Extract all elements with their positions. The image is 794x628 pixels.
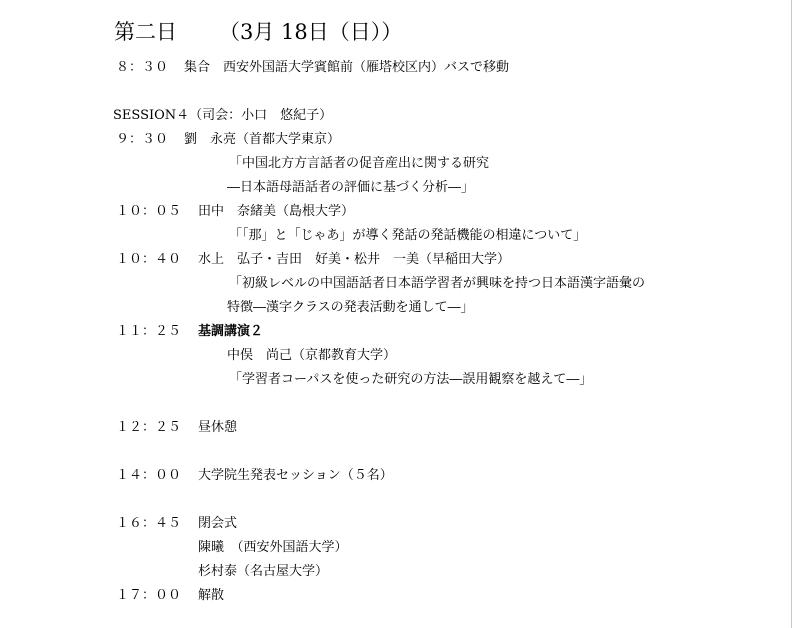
schedule-time: １６：４５ <box>116 516 182 531</box>
speaker: 杉村泰（名古屋大学） <box>198 564 329 579</box>
schedule-text: 大学院生発表セッション（５名） <box>198 468 393 483</box>
schedule-text: 昼休憩 <box>198 420 238 435</box>
keynote-label: 基調講演２ <box>198 324 264 339</box>
speaker: 陳曦 （西安外国語大学） <box>198 540 348 555</box>
schedule-time: １０：０５ <box>116 204 182 219</box>
schedule-time: １０：４０ <box>116 252 182 267</box>
talk-title: 「初級レベルの中国語話者日本語学習者が興味を持つ日本語漢字語彙の <box>229 276 646 291</box>
page-title <box>114 18 402 46</box>
presenter: 水上 弘子・吉田 好美・松井 一美（早稲田大学） <box>198 252 511 267</box>
schedule-time: １１：２５ <box>116 324 182 339</box>
talk-title: 「中国北方方言話者の促音産出に関する研究 <box>229 156 490 171</box>
presenter: 劉 永亮（首都大学東京） <box>184 132 341 147</box>
schedule-time: １４：００ <box>116 468 182 483</box>
presenter: 田中 奈緒美（島根大学） <box>198 204 355 219</box>
day-date: （3月 18日（日）） <box>219 20 403 44</box>
talk-title: 「「那」と「じゃあ」が導く発話の発話機能の相違について」 <box>229 228 587 243</box>
talk-title: 「学習者コーパスを使った研究の方法―誤用観察を越えて―」 <box>229 372 593 387</box>
schedule-time: ９：３０ <box>116 132 169 147</box>
schedule-text: 集合 西安外国語大学賓館前（雁塔校区内）バスで移動 <box>184 60 510 75</box>
schedule-time: １２：２５ <box>116 420 182 435</box>
talk-subtitle: 特徴―漢字クラスの発表活動を通して―」 <box>227 300 474 315</box>
schedule-time: ８：３０ <box>116 60 169 75</box>
day-title: 第二日 <box>114 20 177 44</box>
talk-subtitle: ―日本語母語話者の評価に基づく分析―」 <box>227 180 475 195</box>
schedule-text: 閉会式 <box>198 516 238 531</box>
schedule-time: １７：００ <box>116 588 182 603</box>
schedule-text: 解散 <box>198 588 225 603</box>
page-edge <box>791 0 792 628</box>
session-heading: SESSION４（司会：小口 悠紀子） <box>113 108 333 123</box>
presenter: 中俣 尚己（京都教育大学） <box>227 348 397 363</box>
